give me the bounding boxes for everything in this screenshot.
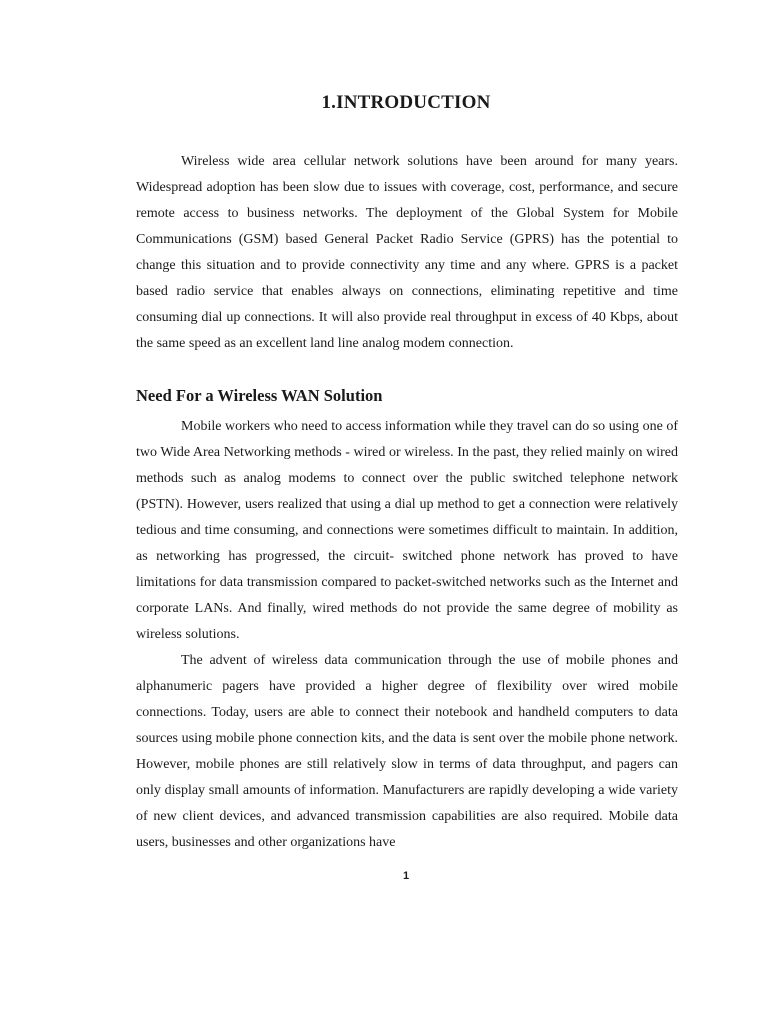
intro-paragraph: Wireless wide area cellular network solutions have been around for many years. Widespread adoption has been slow due to issues with coverage, cost, performance, and secure remote access to business networks. The deployment of the Global System for Mobile Communications (GSM) based General Packet Radio Service (GPRS) has the potential to change this situation and to provide connectivity any time and any where. GPRS is a packet based radio service that enables always on connections, eliminating repetitive and time consuming dial up connections. It will also provide real throughput in excess of 40 Kbps, about the same speed as an excellent land line analog modem connection.	[136, 154, 678, 351]
body-paragraph-1: Mobile workers who need to access information while they travel can do so using one of two Wide Area Networking methods - wired or wireless. In the past, they relied mainly on wired methods such as analog modems to connect over the public switched telephone network (PSTN). However, users realized that using a dial up method to get a connection were relatively tedious and time consuming, and connections were sometimes difficult to maintain. In addition, as networking has progressed, the circuit- switched phone network has proved to have limitations for data transmission compared to packet-switched networks such as the Internet and corporate LANs. And finally, wired methods do not provide the same degree of mobility as wireless solutions.	[136, 419, 678, 642]
section-heading: Need For a Wireless WAN Solution	[136, 386, 383, 405]
page-number: 1	[402, 870, 410, 882]
page-title: 1.INTRODUCTION	[321, 92, 491, 113]
body-paragraph-2: The advent of wireless data communication through the use of mobile phones and alphanumeric pagers have provided a higher degree of flexibility over wired mobile connections. Today, users are able to connect their notebook and handheld computers to data sources using mobile phone connection kits, and the data is sent over the mobile phone network. However, mobile phones are still relatively slow in terms of data throughput, and pagers can only display small amounts of information. Manufacturers are rapidly developing a wide variety of new client devices, and advanced transmission capabilities are also required. Mobile data users, businesses and other organizations have	[136, 653, 678, 850]
